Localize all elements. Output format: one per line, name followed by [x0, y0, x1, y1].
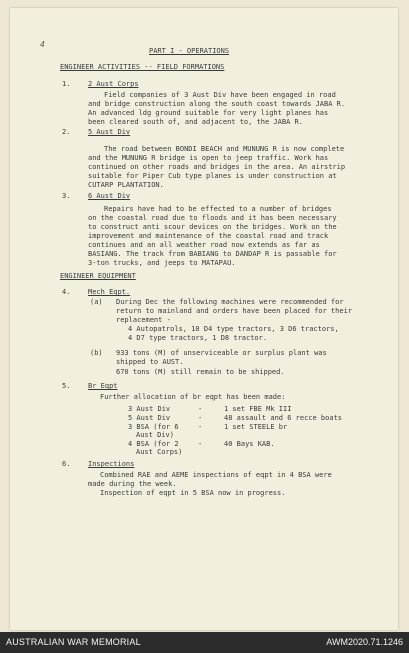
- table-cell-alloc: 40 Bays KAB.: [224, 440, 275, 448]
- item-heading: Mech Eqpt.: [88, 288, 131, 296]
- text-line: shipped to AUST.: [116, 358, 184, 366]
- table-cell-alloc: 48 assault and 6 recce boats: [224, 414, 343, 422]
- text-line: and bridge construction along the south coast towards JABA R.: [88, 100, 346, 108]
- item-heading: Br Eqpt: [88, 382, 118, 390]
- page-mark: 4: [40, 40, 45, 49]
- item-number: 4.: [62, 288, 71, 296]
- text-line: to construct anti scour devices on the bridges. Work on the: [88, 223, 337, 231]
- table-cell-unit: 3 BSA (for 6: [128, 423, 179, 431]
- table-cell-dash: -: [198, 414, 203, 422]
- text-line: 670 tons (M) still remain to be shipped.: [116, 368, 285, 376]
- text-line: An advanced ldg ground suitable for very light planes has: [88, 109, 329, 117]
- item-heading: Inspections: [88, 460, 135, 468]
- list-line: 4 D7 type tractors, 1 D8 tractor.: [128, 334, 268, 342]
- item-heading: 5 Aust Div: [88, 128, 131, 136]
- item-number: 3.: [62, 192, 71, 200]
- text-line: and the MUNUNG R bridge is open to jeep traffic. Work has: [88, 154, 329, 162]
- item-number: 6.: [62, 460, 71, 468]
- text-line: Inspection of eqpt in 5 BSA now in progress.: [100, 489, 286, 497]
- text-line: CUTARP PLANTATION.: [88, 181, 164, 189]
- text-line: During Dec the following machines were recommended for: [116, 298, 344, 306]
- table-cell-unit: Aust Div): [136, 431, 174, 439]
- text-line: continued on other roads and bridges in the area. An airstrip: [88, 163, 346, 171]
- item-heading: 6 Aust Div: [88, 192, 131, 200]
- text-line: been cleared south of, and adjacent to, the JABA R.: [88, 118, 303, 126]
- text-line: made during the week.: [88, 480, 177, 488]
- text-line: return to mainland and orders have been placed for their: [116, 307, 353, 315]
- text-line: on the coastal road due to floods and it has been necessary: [88, 214, 337, 222]
- text-line: replacement -: [116, 316, 171, 324]
- text-line: The road between BONDI BEACH and MUNUNG R is now complete: [104, 145, 345, 153]
- sub-label: (a): [90, 298, 103, 306]
- table-cell-unit: 5 Aust Div: [128, 414, 171, 422]
- text-line: improvement and maintenance of the coastal road and track: [88, 232, 329, 240]
- section-title-field-formations: ENGINEER ACTIVITIES -- FIELD FORMATIONS: [60, 63, 225, 71]
- table-cell-dash: -: [198, 423, 203, 431]
- text-line: Combined RAE and AEME inspections of eqpt in 4 BSA were: [100, 471, 332, 479]
- sub-label: (b): [90, 349, 103, 357]
- table-cell-unit: 3 Aust Div: [128, 405, 171, 413]
- table-cell-unit: 4 BSA (for 2: [128, 440, 179, 448]
- table-cell-unit: Aust Corps): [136, 448, 183, 456]
- table-cell-dash: -: [198, 440, 203, 448]
- text-line: Repairs have had to be effected to a number of bridges: [104, 205, 332, 213]
- table-cell-alloc: 1 set FBE Mk III: [224, 405, 292, 413]
- list-line: 4 Autopatrols, 10 D4 type tractors, 3 D6 tractors,: [128, 325, 339, 333]
- item-heading: 2 Aust Corps: [88, 80, 139, 88]
- section-title-engineer-equipment: ENGINEER EQUIPMENT: [60, 272, 136, 280]
- text-line: continues and an all weather road now extends as far as: [88, 241, 320, 249]
- text-line: 3-ton trucks, and jeeps to MATAPAU.: [88, 259, 236, 267]
- text-line: 933 tons (M) of unserviceable or surplus plant was: [116, 349, 327, 357]
- table-cell-alloc: 1 set STEELE br: [224, 423, 288, 431]
- footer-source: AUSTRALIAN WAR MEMORIAL: [6, 637, 141, 647]
- text-line: BASIANG. The track from BABIANG to DANDAP R is passable for: [88, 250, 337, 258]
- text-line: Field companies of 3 Aust Div have been engaged in road: [104, 91, 336, 99]
- table-cell-dash: -: [198, 405, 203, 413]
- text-line: Further allocation of br eqpt has been made:: [100, 393, 286, 401]
- item-number: 1.: [62, 80, 71, 88]
- item-number: 2.: [62, 128, 71, 136]
- item-number: 5.: [62, 382, 71, 390]
- footer-reference: AWM2020.71.1246: [326, 637, 403, 647]
- archive-footer: [0, 632, 409, 653]
- part-title: PART I - OPERATIONS: [149, 47, 230, 55]
- text-line: suitable for Piper Cub type planes is under construction at: [88, 172, 337, 180]
